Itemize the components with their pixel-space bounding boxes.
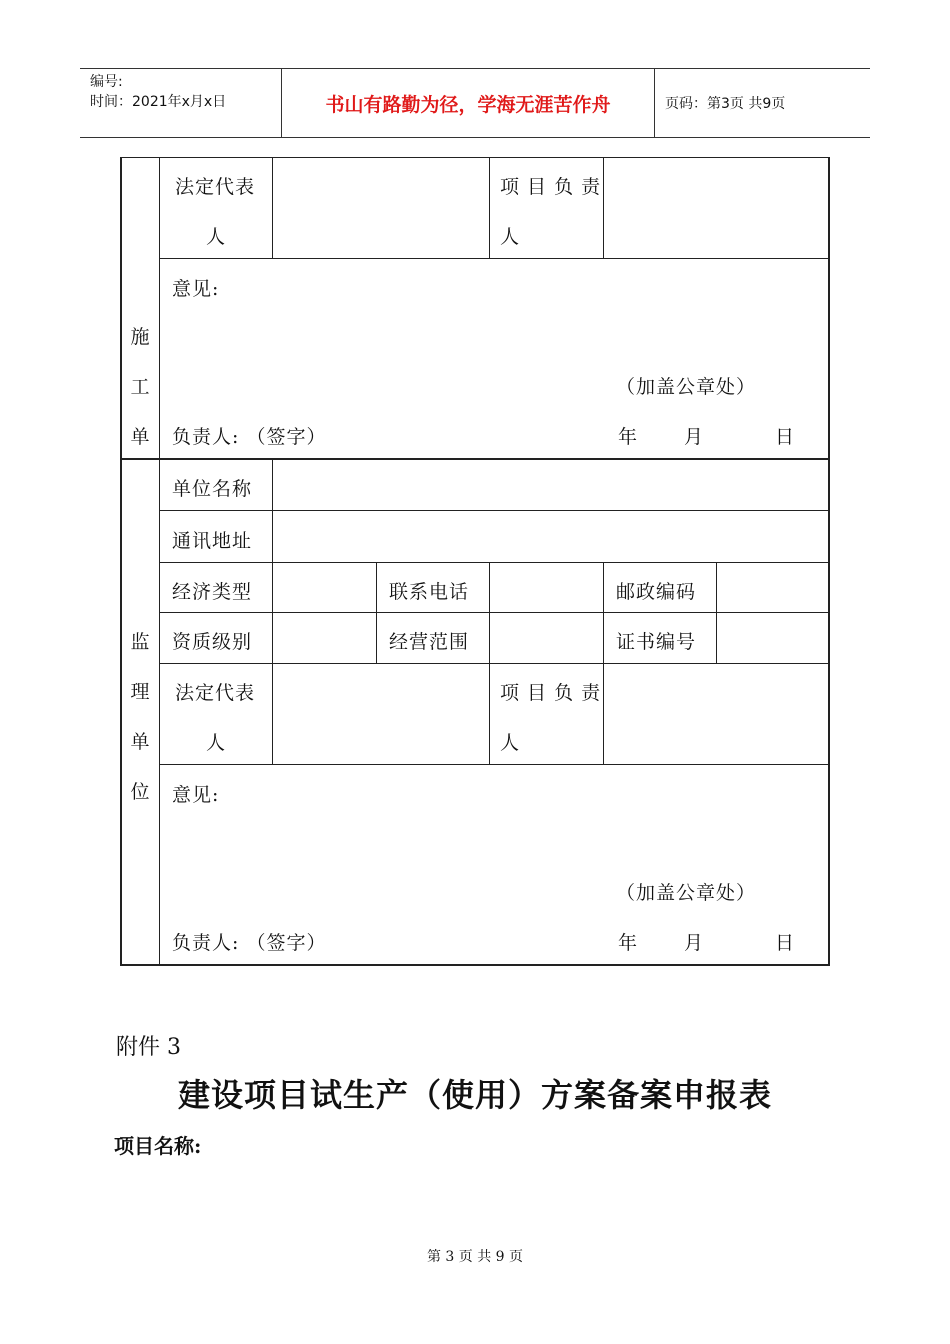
econ-type-label: 经济类型: [172, 581, 253, 603]
side-char: 单: [130, 426, 150, 448]
side-char: 理: [130, 681, 150, 703]
side-char: 单: [130, 731, 150, 753]
legal-rep-label-cont: 人: [206, 226, 227, 248]
legal-rep-label: 法定代表: [175, 176, 256, 198]
project-lead-label-cont: 人: [500, 732, 521, 754]
address-label: 通讯地址: [172, 530, 253, 552]
responsible-sign: 负责人: （签字）: [172, 426, 327, 448]
header-page-info: 页码：第3页 共9页: [665, 96, 786, 112]
supervision-side-label: [120, 627, 160, 827]
phone-label: 联系电话: [389, 581, 470, 603]
project-name-label: 项目名称:: [114, 1134, 202, 1158]
date-year: 年: [618, 932, 639, 954]
opinion-label: 意见:: [172, 784, 220, 806]
opinion-label: 意见:: [172, 278, 220, 300]
legal-rep-label-cont: 人: [206, 732, 227, 754]
header-meta: [80, 69, 282, 137]
time-label: 时间：2021年x月x日: [90, 94, 227, 110]
side-char: 监: [130, 631, 150, 653]
side-char: 位: [130, 781, 150, 803]
business-scope-label: 经营范围: [389, 631, 470, 653]
page-header: [80, 68, 870, 138]
side-char: 工: [130, 376, 150, 398]
date-month: 月: [684, 426, 705, 448]
date-year: 年: [618, 426, 639, 448]
document-title: 建设项目试生产（使用）方案备案申报表: [177, 1076, 772, 1114]
side-char: 施: [130, 326, 150, 348]
cert-no-label: 证书编号: [616, 631, 697, 653]
date-month: 月: [684, 932, 705, 954]
date-day: 日: [775, 426, 796, 448]
legal-rep-label: 法定代表: [175, 682, 256, 704]
attachment-label: 附件 3: [116, 1035, 181, 1060]
project-lead-label-cont: 人: [500, 226, 521, 248]
header-motto: 书山有路勤为径，学海无涯苦作舟: [282, 69, 655, 137]
date-day: 日: [775, 932, 796, 954]
number-label: 编号:: [90, 74, 123, 90]
unit-name-label: 单位名称: [172, 478, 253, 500]
project-lead-label: 项 目 负 责: [500, 682, 602, 704]
construction-side-label: [120, 322, 160, 472]
responsible-sign: 负责人: （签字）: [172, 932, 327, 954]
seal-note: （加盖公章处）: [616, 376, 757, 398]
project-lead-label: 项 目 负 责: [500, 176, 602, 198]
page-footer: 第 3 页 共 9 页: [426, 1249, 524, 1265]
qualification-label: 资质级别: [172, 631, 253, 653]
seal-note: （加盖公章处）: [616, 882, 757, 904]
postcode-label: 邮政编码: [616, 581, 697, 603]
